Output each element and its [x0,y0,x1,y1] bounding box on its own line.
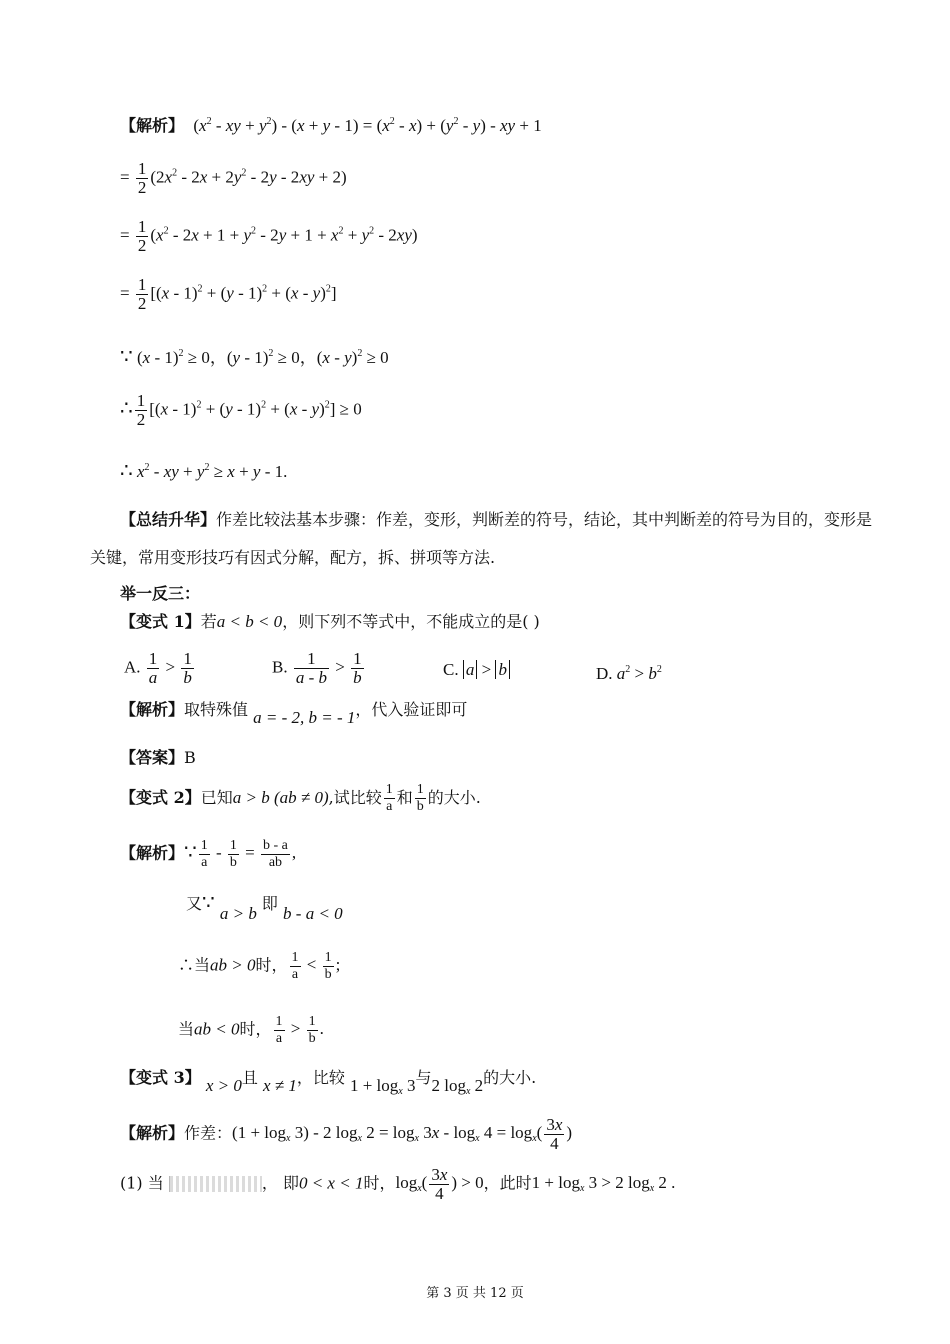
variant-1-solution [120,700,468,727]
v2-l4-cond: ab < 0 [194,1019,240,1039]
v2-l3-shi: 时， [255,955,288,975]
summary-text-2: 关键，常用变形技巧有因式分解，配方，拆、拼项等方法. [90,548,496,567]
summary-line-2 [90,548,495,568]
case1-range: 0 < x < 1 [298,1173,364,1193]
case1-cishi: ，此时 [483,1173,532,1193]
variant-2-solution-2: 又∵ a > b 即 b - a < 0 [186,890,343,923]
derivation-line-1 [120,112,542,136]
blurred-condition-image [169,1176,262,1192]
variant-2-label: 【变式 2】 [120,788,201,807]
v2-text1: 已知 [200,788,233,807]
case1-label: (1) 当 [120,1173,164,1193]
variant-3-solution: 【解析】作差：$(1 + \log_x 3) - 2$ $\log_x 2 = \log_x 3x - \log_x 4 = \log_x$( $\frac{3x}{4}$ ) [120,1115,573,1153]
v2-l3-dang: ∴当 [178,955,211,975]
section-title: 举一反三： [120,584,201,603]
v3-tail: 的大小. [483,1068,537,1087]
option-c-label: C. [443,660,459,679]
summary-line-1 [120,510,872,530]
v2-you: 又 [186,894,203,913]
summary-label: 【总结升华】 [120,510,217,529]
v1-text: ，则下列不等式中，不能成立的是( ) [282,612,540,631]
derivation-line-2: = $\frac{1}{2}$ $(2x^2 - 2x + 2y^2 - 2y - 2xy + 2)$ [120,159,347,197]
jiexi-label: 【解析】 [120,843,185,863]
summary-text-1: 作差比较法基本步骤：作差，变形，判断差的符号，结论，其中判断差的符号为目的，变形是 [216,510,873,529]
v2-l4-dang: 当 [178,1019,195,1039]
option-d-label: D. [596,664,613,683]
variant-2-solution-1: 【解析】∵ $\frac{1}{a}$ - $\frac{1}{b}$ = $\frac{b - a}{ab}$ , [120,838,297,870]
v2-ji: 即 [261,894,278,913]
v1-sol-val: a = - 2, b = - 1 [253,708,356,727]
variant-1-label: 【变式 1】 [120,612,201,631]
v1-sol-tail: ，代入验证即可 [355,700,468,719]
v3-qie: 且 [241,1068,258,1087]
variant-2-question: 【变式 2】已知a > b (ab ≠ 0),试比较 $\frac{1}{a}$ 和 $\frac{1}{b}$ 的大小. [120,782,481,814]
option-b: B. $\frac{1}{a - b}$ > $\frac{1}{b}$ [272,649,362,687]
variant-1-question [120,612,540,632]
v2-l2-res: b - a < 0 [283,904,343,923]
answer-line [120,748,196,768]
v1-cond: a < b < 0 [216,612,283,631]
page-footer: 第 3 页 共 12 页 [426,1286,524,1301]
derivation-line-6: ∴ $\frac{1}{2}$ [(x - 1)$^2$ + (y - 1)$^2$ + (x - y)$^2$] ≥ 0 [120,391,362,429]
case1-shi: 时， [363,1173,396,1193]
v3-cond1: x > 0 [205,1076,242,1095]
option-b-label: B. [272,657,288,677]
v3-text: ，比较 [296,1068,345,1087]
v1-pre: 若 [200,612,217,631]
v1-sol-text: 取特殊值 [184,700,249,719]
jiexi-label: 【解析】 [120,116,185,135]
option-a: A. $\frac{1}{a}$ > $\frac{1}{b}$ [124,649,192,687]
variant-2-solution-4: 当ab < 0时， $\frac{1}{a}$ > $\frac{1}{b}$ . [178,1014,324,1046]
v3-cond2: x ≠ 1 [262,1076,297,1095]
derivation-line-5: ∵ (x - 1)$^2$ ≥ 0，(y - 1)$^2$ ≥ 0，(x - y)$^2$ ≥ 0 [120,346,389,368]
variant-3-label: 【变式 3】 [120,1068,201,1087]
v2-text2: ,试比较 [328,788,382,807]
v2-cond: a > b (ab ≠ 0) [232,788,329,807]
option-c: C. a > b [443,660,510,680]
v2-l3-cond: ab > 0 [210,955,256,975]
answer-value: B [184,748,196,767]
case-1-line: (1) 当 ， 即0 < x < 1时，$\log_x$( $\frac{3x}{4}$ ) > 0，此时$1 + \log_x 3 > 2$ $\log_x 2$ . [120,1165,676,1203]
option-d: D. $a^2 > b^2$ [596,664,662,683]
variant-3-question: 【变式 3】 x > 0且 x ≠ 1，比较 $1 + \log_x 3$与2 $\log_x 2$的大小. [120,1068,537,1097]
derivation-line-3: = $\frac{1}{2}$ $(x^2 - 2x + 1 + y^2 - 2y + 1 + x^2 + y^2 - 2xy)$ [120,217,418,255]
case1-ji: ， 即 [261,1173,299,1193]
v2-and: 和 [396,788,413,807]
derivation-line-7: ∴ $x^2$ - xy + $y^2 \ge x + y - 1$. [120,460,288,482]
v3-zuocha: 作差： [184,1123,233,1143]
v2-l2-cond: a > b [219,904,257,923]
derivation-line-4: = $\frac{1}{2}$ [(x - 1)$^2$ + (y - 1)$^2$ + (x - y)$^2$] [120,275,337,313]
option-a-label: A. [124,657,141,677]
formula-1: ($x^2$ - xy + $y^2) - (x + y - 1) = (x^2 - x) + (y^2 - y)$ - xy + 1 [189,116,542,135]
v3-yu: 与 [415,1068,432,1087]
v2-text3: 的大小. [427,788,481,807]
jiexi-label: 【解析】 [120,1123,185,1143]
variant-2-solution-3: ∴当ab > 0时， $\frac{1}{a}$ < $\frac{1}{b}$ ; [178,950,341,982]
answer-label: 【答案】 [120,748,185,767]
v2-l4-shi: 时， [239,1019,272,1039]
jiexi-label: 【解析】 [120,700,185,719]
